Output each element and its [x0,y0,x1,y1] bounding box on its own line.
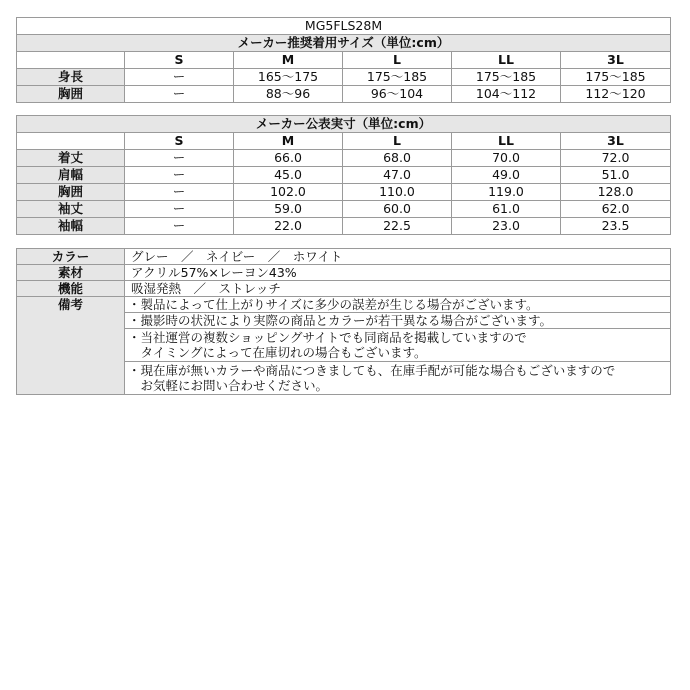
remark-block [125,362,671,395]
size-header: M [234,133,343,150]
table-cell: 60.0 [343,201,452,218]
size-header: LL [452,52,561,69]
table-cell: 119.0 [452,184,561,201]
table-cell: 128.0 [561,184,671,201]
table-cell: ー [125,167,234,184]
remark-line: タイミングによって在庫切れの場合もございます。 [128,345,427,360]
size-header: 3L [561,52,671,69]
info-label-color: カラー [17,249,125,265]
table-cell: 112〜120 [561,86,671,103]
remark-block [125,329,671,362]
table-cell: 96〜104 [343,86,452,103]
size-header: S [125,52,234,69]
table-cell: 49.0 [452,167,561,184]
table-cell: 110.0 [343,184,452,201]
row-label-height: 身長 [17,69,125,86]
table-cell: 23.0 [452,218,561,235]
table-cell: 23.5 [561,218,671,235]
table-cell: 68.0 [343,150,452,167]
table-cell: 72.0 [561,150,671,167]
remark-line: お気軽にお問い合わせください。 [128,378,329,393]
recommended-size-title: メーカー推奨着用サイズ（単位:cm） [17,35,671,52]
remark-line: ・撮影時の状況により実際の商品とカラーが若干異なる場合がございます。 [125,313,671,329]
info-value-color: グレー ／ ネイビー ／ ホワイト [125,249,671,265]
row-label-shoulder: 肩幅 [17,167,125,184]
table-cell: ー [125,86,234,103]
row-label-sleeve: 袖丈 [17,201,125,218]
table-cell: 175〜185 [343,69,452,86]
row-label-chest: 胸囲 [17,184,125,201]
size-header: 3L [561,133,671,150]
header-blank [17,133,125,150]
measured-size-title: メーカー公表実寸（単位:cm） [17,116,671,133]
table-cell: 47.0 [343,167,452,184]
size-header: LL [452,133,561,150]
table-cell: 70.0 [452,150,561,167]
table-cell: 62.0 [561,201,671,218]
table-cell: 66.0 [234,150,343,167]
table-cell: ー [125,69,234,86]
table-cell: 88〜96 [234,86,343,103]
size-header: M [234,52,343,69]
table-cell: 59.0 [234,201,343,218]
table-cell: ー [125,218,234,235]
table-cell: 45.0 [234,167,343,184]
table-cell: 175〜185 [561,69,671,86]
remark-line: ・製品によって仕上がりサイズに多少の誤差が生じる場合がございます。 [125,297,671,313]
product-code: MG5FLS28M [17,18,671,35]
size-header: L [343,52,452,69]
row-label-chest: 胸囲 [17,86,125,103]
row-label-sleeve-width: 袖幅 [17,218,125,235]
table-cell: 104〜112 [452,86,561,103]
info-label-remarks: 備考 [17,297,125,395]
table-cell: ー [125,201,234,218]
table-cell: 165〜175 [234,69,343,86]
measured-size-table [16,115,671,235]
info-value-material: アクリル57%×レーヨン43% [125,265,671,281]
header-blank [17,52,125,69]
recommended-size-table [16,17,671,103]
table-cell: 22.5 [343,218,452,235]
table-cell: 22.0 [234,218,343,235]
size-header: S [125,133,234,150]
size-header: L [343,133,452,150]
info-label-material: 素材 [17,265,125,281]
table-cell: 175〜185 [452,69,561,86]
info-value-function: 吸湿発熱 ／ ストレッチ [125,281,671,297]
table-cell: 61.0 [452,201,561,218]
info-label-function: 機能 [17,281,125,297]
table-cell: ー [125,150,234,167]
product-info-table [16,248,671,395]
table-cell: ー [125,184,234,201]
table-cell: 51.0 [561,167,671,184]
remark-line: ・現在庫が無いカラーや商品につきましても、在庫手配が可能な場合もございますので [128,363,616,378]
table-cell: 102.0 [234,184,343,201]
row-label-length: 着丈 [17,150,125,167]
remark-line: ・当社運営の複数ショッピングサイトでも同商品を掲載していますので [128,330,527,345]
